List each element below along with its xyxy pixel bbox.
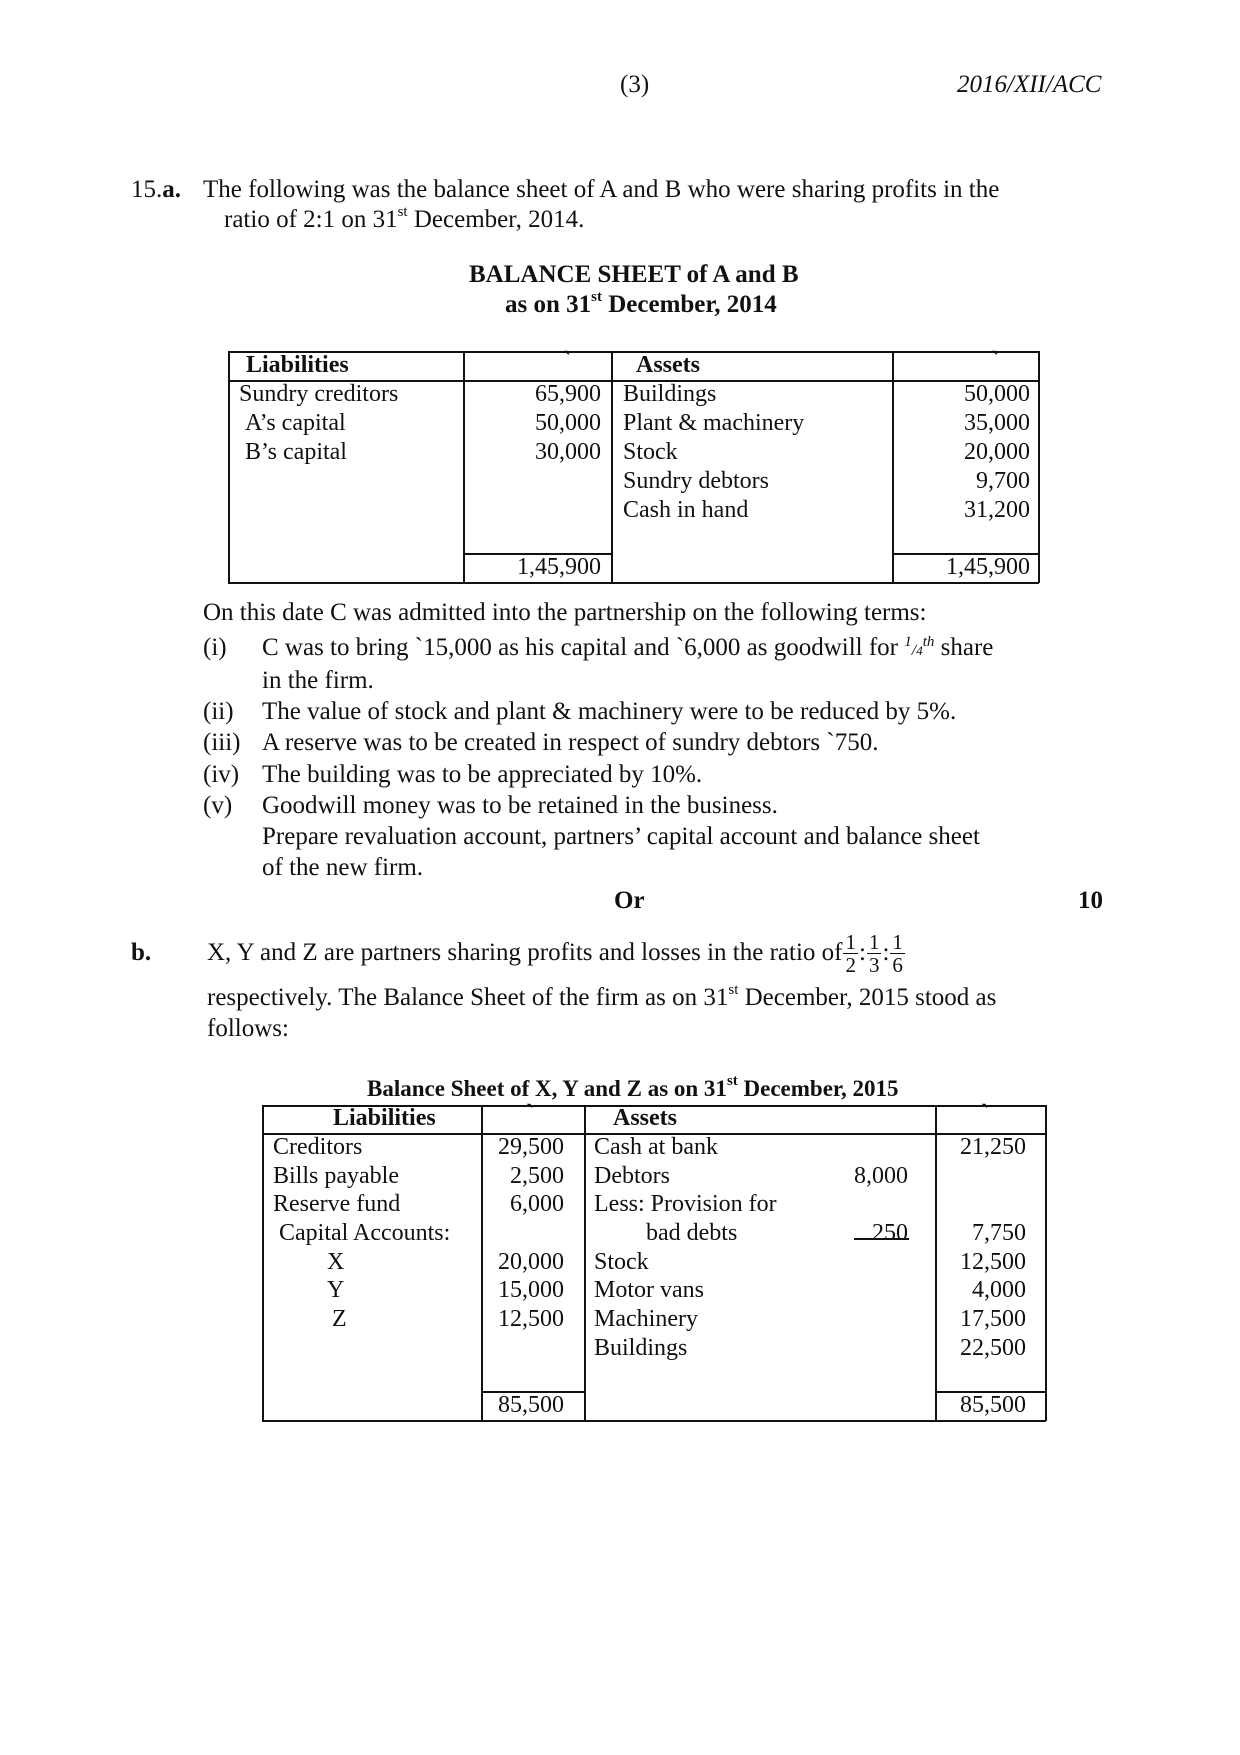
ratio-fraction: $\frac{1}{3}$ xyxy=(868,929,880,977)
sheet-title-2: as on 31st December, 2014 xyxy=(505,289,777,318)
q15b-line1: X, Y and Z are partners sharing profits and losses in the ratio of $\frac{1}{2}$ : $\frac{1}{3}$ : $\frac{1}{6}$ xyxy=(207,929,903,977)
term-text: Goodwill money was to be retained in the business. xyxy=(262,792,778,819)
asset-name: Stock xyxy=(623,439,678,465)
term-number: (iii) xyxy=(203,729,241,756)
liability-amount: 29,500 xyxy=(498,1134,564,1160)
page-number: (3) xyxy=(620,71,650,98)
liability-name: B’s capital xyxy=(245,439,347,465)
term-text-cont: in the firm. xyxy=(262,667,374,694)
total-liabilities: 1,45,900 xyxy=(517,554,601,580)
liability-amount: 12,500 xyxy=(498,1306,564,1332)
asset-amount: 20,000 xyxy=(964,439,1030,465)
term-text: A reserve was to be created in respect of sundry debtors `750. xyxy=(262,729,879,756)
question-b-label: b. xyxy=(131,939,152,966)
liability-name: Z xyxy=(332,1306,347,1332)
term-text: The value of stock and plant & machinery were to be reduced by 5%. xyxy=(262,698,957,725)
liability-amount: 30,000 xyxy=(535,439,601,465)
ratio-fraction: $\frac{1}{2}$ xyxy=(845,929,856,977)
liability-name: A’s capital xyxy=(245,410,346,436)
liability-amount: 20,000 xyxy=(498,1249,564,1275)
terms-intro: On this date C was admitted into the partnership on the following terms: xyxy=(203,599,927,626)
term-number: (v) xyxy=(203,792,233,819)
asset-amount: 31,200 xyxy=(964,497,1030,523)
header-assets: Assets xyxy=(613,1105,677,1131)
asset-amount: 17,500 xyxy=(960,1306,1026,1332)
prepare-line-1: Prepare revaluation account, partners’ capital account and balance sheet xyxy=(262,823,980,850)
asset-name: Motor vans xyxy=(594,1277,704,1303)
liability-name: Y xyxy=(327,1277,345,1303)
q15b-line3: follows: xyxy=(207,1015,289,1042)
liability-name: X xyxy=(327,1249,345,1275)
asset-name: Plant & machinery xyxy=(623,410,805,436)
term-number: (ii) xyxy=(203,698,234,725)
total-assets: 1,45,900 xyxy=(946,554,1030,580)
asset-name: Stock xyxy=(594,1249,649,1275)
liability-amount: 50,000 xyxy=(535,410,601,436)
asset-amount: 35,000 xyxy=(964,410,1030,436)
header-amount-2: ` xyxy=(981,1101,989,1127)
liability-amount: 6,000 xyxy=(510,1191,564,1217)
liability-amount: 65,900 xyxy=(535,381,601,407)
header-amount-2: ` xyxy=(991,348,999,374)
term-text: C was to bring `15,000 as his capital and `6,000 as goodwill for $^1$/4th share xyxy=(262,634,994,661)
q15b-line2: respectively. The Balance Sheet of the firm as on 31st December, 2015 stood as xyxy=(207,982,997,1011)
header-liabilities: Liabilities xyxy=(333,1105,436,1131)
asset-name: Buildings xyxy=(623,381,717,407)
asset-sub-amount: 250 xyxy=(872,1220,908,1246)
asset-name: bad debts xyxy=(646,1220,738,1246)
term-number: (iv) xyxy=(203,761,240,788)
liability-amount: 15,000 xyxy=(498,1277,564,1303)
liability-name: Sundry creditors xyxy=(239,381,399,407)
question-number: 15.a. xyxy=(131,176,181,203)
total-liabilities: 85,500 xyxy=(498,1392,564,1418)
ratio-fraction: $\frac{1}{6}$ xyxy=(892,929,903,977)
total-assets: 85,500 xyxy=(960,1392,1026,1418)
liability-amount: 2,500 xyxy=(510,1163,564,1189)
header-amount-1: ` xyxy=(563,348,571,374)
asset-name: Less: Provision for xyxy=(594,1191,777,1217)
or-separator: Or xyxy=(614,887,645,914)
asset-name: Cash at bank xyxy=(594,1134,718,1160)
liability-name: Creditors xyxy=(273,1134,363,1160)
paper-code: 2016/XII/ACC xyxy=(957,71,1102,98)
term-number: (i) xyxy=(203,634,227,661)
liability-name: Capital Accounts: xyxy=(279,1220,451,1246)
asset-sub-amount: 8,000 xyxy=(854,1163,908,1189)
asset-amount: 12,500 xyxy=(960,1249,1026,1275)
asset-name: Buildings xyxy=(594,1335,688,1361)
liability-name: Bills payable xyxy=(273,1163,399,1189)
term-text: The building was to be appreciated by 10%. xyxy=(262,761,703,788)
asset-name: Cash in hand xyxy=(623,497,749,523)
asset-amount: 4,000 xyxy=(972,1277,1026,1303)
sheet-title-b: Balance Sheet of X, Y and Z as on 31st December, 2015 xyxy=(367,1073,899,1101)
asset-name: Machinery xyxy=(594,1306,698,1332)
asset-amount: 50,000 xyxy=(964,381,1030,407)
prepare-line-2: of the new firm. xyxy=(262,854,424,881)
asset-amount: 22,500 xyxy=(960,1335,1026,1361)
asset-amount: 9,700 xyxy=(976,468,1030,494)
q15a-intro-line1: The following was the balance sheet of A and B who were sharing profits in the xyxy=(203,176,1000,203)
q15a-intro-line2: ratio of 2:1 on 31st December, 2014. xyxy=(224,204,585,233)
asset-amount: 21,250 xyxy=(960,1134,1026,1160)
liability-name: Reserve fund xyxy=(273,1191,401,1217)
marks: 10 xyxy=(1078,887,1103,914)
sheet-title-1: BALANCE SHEET of A and B xyxy=(469,261,799,288)
header-amount-1: ` xyxy=(526,1101,534,1127)
asset-name: Debtors xyxy=(594,1163,670,1189)
header-assets: Assets xyxy=(636,352,700,378)
asset-amount: 7,750 xyxy=(972,1220,1026,1246)
asset-name: Sundry debtors xyxy=(623,468,769,494)
header-liabilities: Liabilities xyxy=(246,352,349,378)
